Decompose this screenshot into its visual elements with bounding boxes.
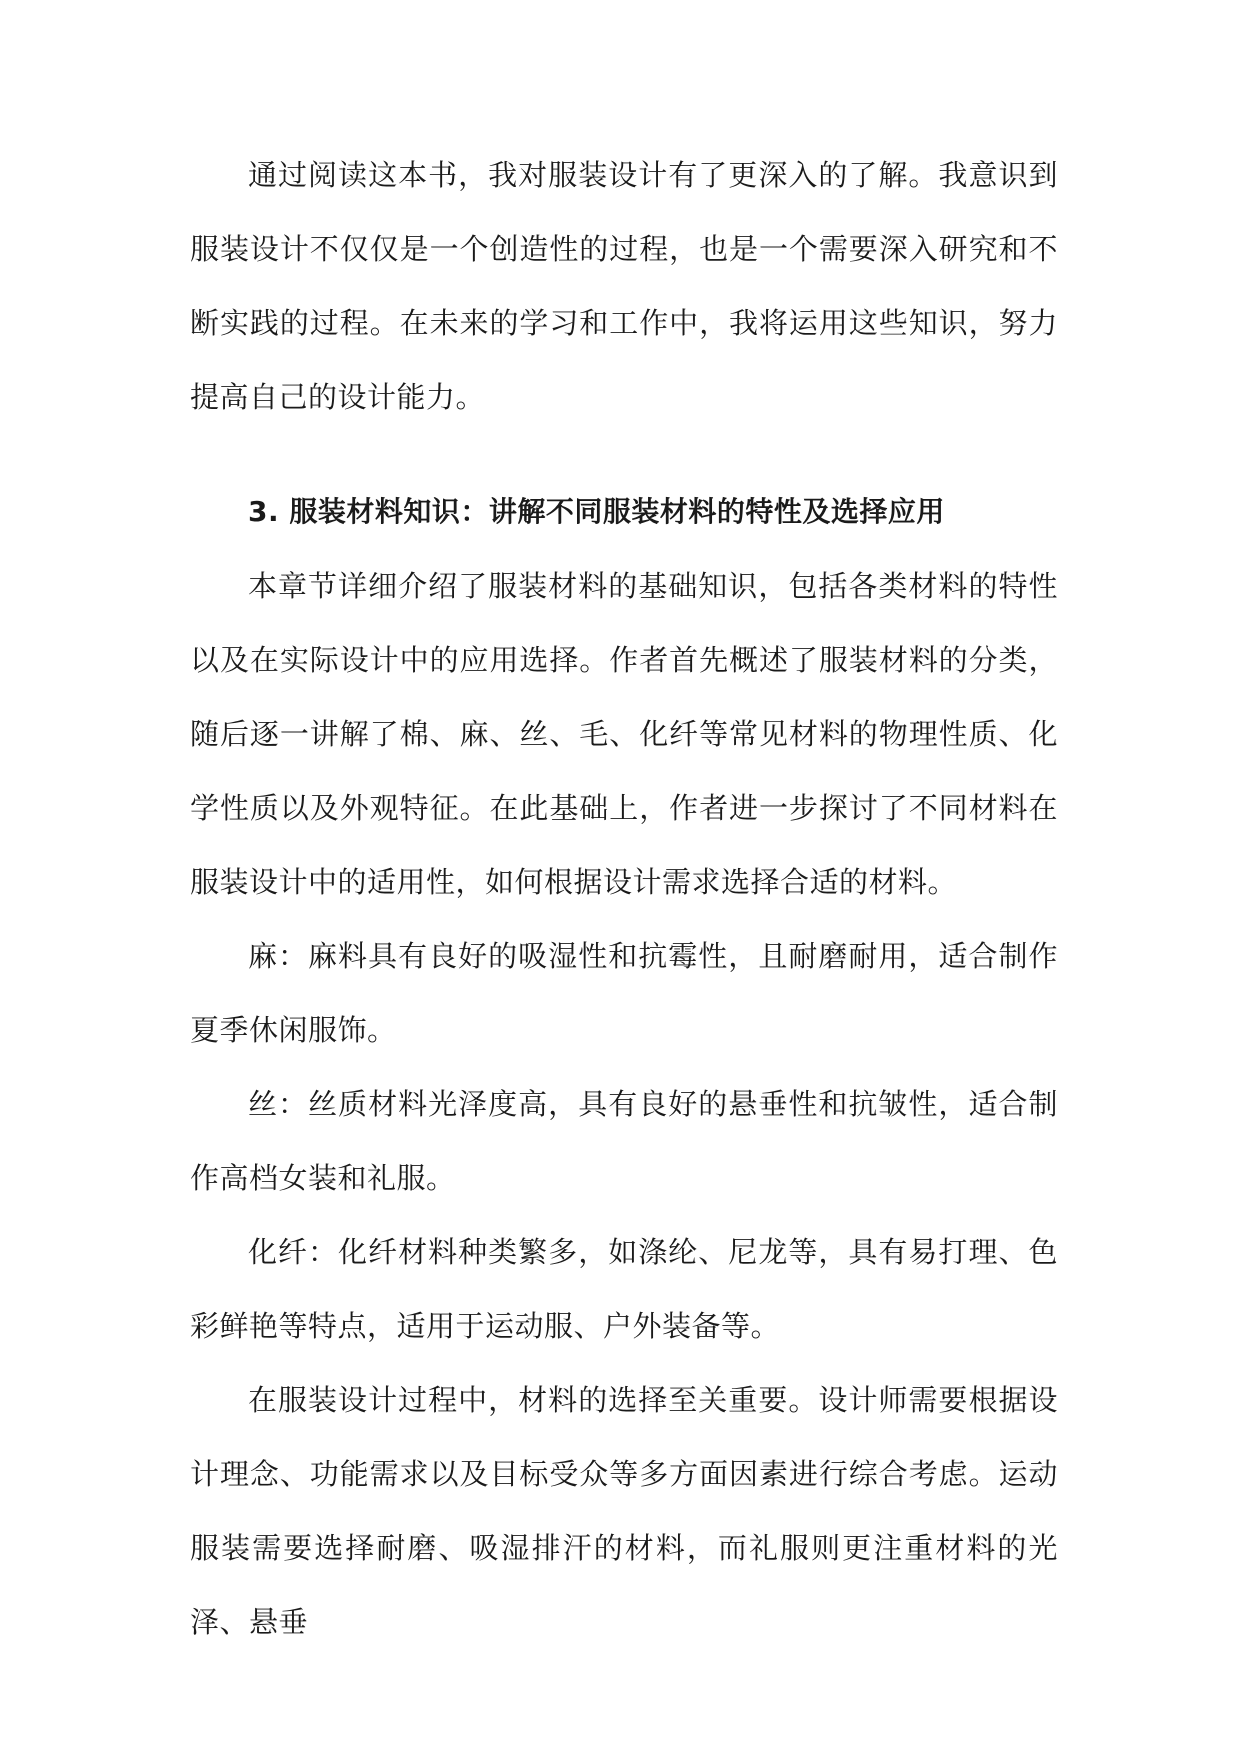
document-page <box>190 138 1058 1659</box>
paragraph-synthetic: 化纤：化纤材料种类繁多，如涤纶、尼龙等，具有易打理、色彩鲜艳等特点，适用于运动服、户外装备等。 <box>190 1235 1058 1343</box>
paragraph-material-selection: 在服装设计过程中，材料的选择至关重要。设计师需要根据设计理念、功能需求以及目标受众等多方面因素进行综合考虑。运动服装需要选择耐磨、吸湿排汗的材料，而礼服则更注重材料的光泽、悬垂 <box>190 1383 1058 1639</box>
section-heading: 3. 服装材料知识：讲解不同服装材料的特性及选择应用 <box>248 495 945 528</box>
paragraph-reflection: 通过阅读这本书，我对服装设计有了更深入的了解。我意识到服装设计不仅仅是一个创造性的过程，也是一个需要深入研究和不断实践的过程。在未来的学习和工作中，我将运用这些知识，努力提高自己的设计能力。 <box>190 158 1058 414</box>
paragraph-silk: 丝：丝质材料光泽度高，具有良好的悬垂性和抗皱性，适合制作高档女装和礼服。 <box>190 1087 1058 1195</box>
paragraph-linen: 麻：麻料具有良好的吸湿性和抗霉性，且耐磨耐用，适合制作夏季休闲服饰。 <box>190 939 1058 1047</box>
paragraph-materials-intro: 本章节详细介绍了服装材料的基础知识，包括各类材料的特性以及在实际设计中的应用选择。作者首先概述了服装材料的分类，随后逐一讲解了棉、麻、丝、毛、化纤等常见材料的物理性质、化学性质以及外观特征。在此基础上，作者进一步探讨了不同材料在服装设计中的适用性，如何根据设计需求选择合适的材料。 <box>190 569 1058 899</box>
